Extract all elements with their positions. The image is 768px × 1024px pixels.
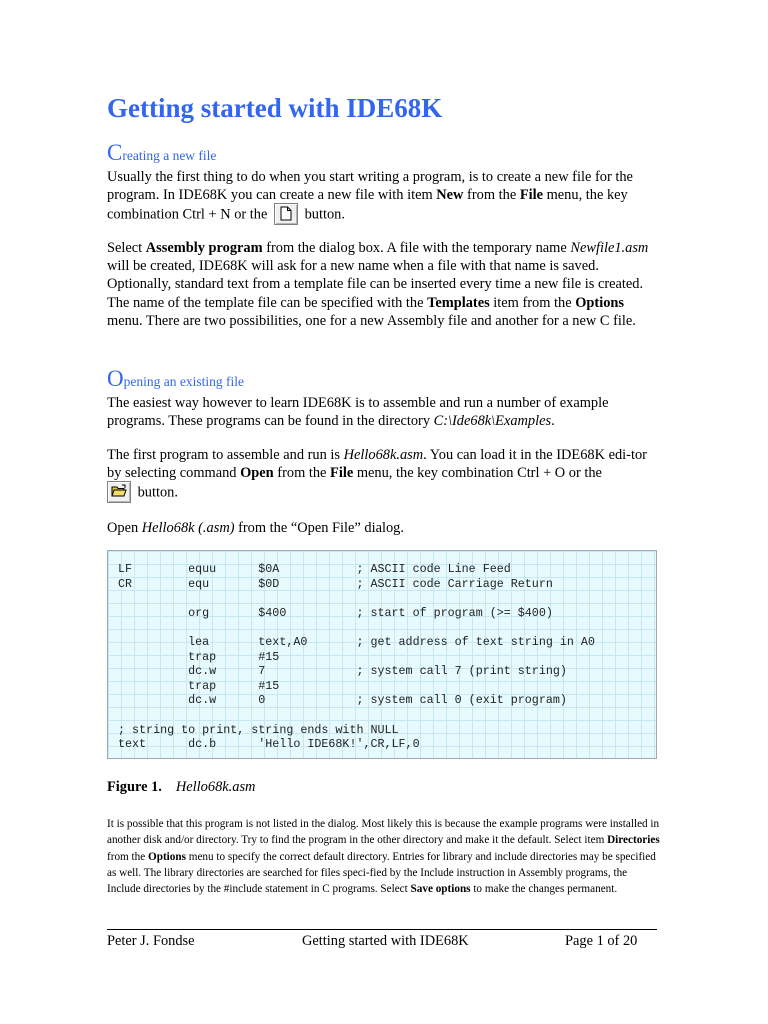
figure-caption	[107, 779, 255, 796]
section-initial: O	[107, 366, 124, 391]
paragraph-first-program	[107, 446, 662, 504]
open-folder-icon	[107, 481, 131, 503]
paragraph-assembly-program	[107, 239, 662, 330]
section-heading-creating	[107, 141, 216, 168]
text-run: . You can load it in the IDE68K edi-tor by selecting command	[107, 447, 647, 482]
italic-run: Newfile1.asm	[570, 240, 649, 256]
text-run: The first program to assemble and run is	[107, 447, 344, 463]
text-run: to make the changes permanent.	[470, 883, 618, 896]
text-run: from the	[463, 187, 520, 204]
code-listing	[107, 550, 657, 759]
text-run: menu. There are two possibilities, one for a new Assembly file and another for a new C file.	[107, 312, 636, 329]
new-document-icon	[274, 203, 298, 225]
section-heading-opening	[107, 367, 244, 394]
text-run: Select	[107, 240, 146, 256]
footer-divider	[107, 929, 657, 930]
bold-run: Assembly program	[145, 240, 263, 256]
paragraph-directories-note	[107, 816, 662, 897]
paragraph-create-file	[107, 168, 662, 226]
figure-label: Figure 1.	[107, 779, 162, 795]
footer-page-number: Page 1 of 20	[565, 933, 638, 949]
bold-run: Save options	[410, 883, 471, 896]
text-run: menu, the key combination Ctrl + N or the	[107, 187, 628, 223]
code-text: LF equu $0A ; ASCII code Line Feed CR equ $0D ; ASCII code Carriage Return org $400 ; start of program (>= $400) lea text,A0 ; get address of text string in A0 trap #15 dc.w 7 ; system call 7 (print string) trap #15 dc.w 0 ; system call 0 (exit program) ; string to print, string ends with NULL text dc.b 'Hello IDE68K!',CR,LF,0	[118, 562, 595, 752]
section-initial: C	[107, 140, 123, 165]
text-run: It is possible that this program is not listed in the dialog. Most likely this is because the example programs were installed in another disk and/or directory. Try to find the program in the other directory and make it the default. Select item	[107, 818, 660, 847]
section-heading-text: reating a new file	[122, 148, 217, 163]
italic-run: C:\Ide68k\Examples	[433, 413, 552, 430]
figure-name: Hello68k.asm	[175, 779, 256, 795]
section-heading-text: pening an existing file	[123, 374, 244, 389]
text-run: item from the	[489, 294, 576, 311]
text-run: from the “Open File” dialog.	[234, 520, 404, 536]
footer-doc-title: Getting started with IDE68K	[302, 933, 469, 949]
text-run: Open	[107, 520, 142, 536]
text-run: menu, the key combination Ctrl + O or the	[353, 465, 602, 482]
bold-run: Options	[148, 850, 186, 863]
italic-run: Hello68k (.asm)	[141, 520, 235, 536]
bold-run: Directories	[607, 834, 660, 847]
text-run: menu to specify the correct default directory. Entries for library and include directories may be specified as well. The library directories are searched for files speci-fied by the Include instruction in Assembly programs, the Include directories by the #include statement in C programs. Select	[107, 850, 656, 896]
text-run: button.	[301, 206, 345, 223]
text-run: will be created, IDE68K will ask for a new name when a file with that name is saved. Optionally, standard text from a template file can be inserted every time a new file is created. The name of the template file can be specified with the	[107, 258, 644, 311]
bold-run: File	[330, 465, 354, 482]
bold-run: Open	[240, 465, 274, 482]
text-run: button.	[134, 484, 178, 501]
bold-run: New	[436, 187, 464, 204]
paragraph-open-dialog	[107, 519, 662, 537]
page-title: Getting started with IDE68K	[107, 93, 443, 123]
text-run: The easiest way however to learn IDE68K is to assemble and run a number of example programs. These programs can be found in the directory	[107, 395, 609, 430]
text-run: from the	[273, 465, 331, 482]
footer-author: Peter J. Fondse	[107, 933, 195, 949]
italic-run: Hello68k.asm	[343, 447, 424, 463]
bold-run: Options	[575, 294, 625, 311]
text-run: Usually the first thing to do when you start writing a program, is to create a new file for the program. In IDE68K you can create a new file with item	[107, 169, 633, 204]
text-run: from the dialog box. A file with the temporary name	[262, 240, 571, 256]
bold-run: Templates	[427, 294, 490, 311]
text-run: from the	[107, 850, 149, 863]
paragraph-examples	[107, 394, 662, 430]
text-run: .	[551, 413, 555, 430]
bold-run: File	[519, 187, 543, 204]
